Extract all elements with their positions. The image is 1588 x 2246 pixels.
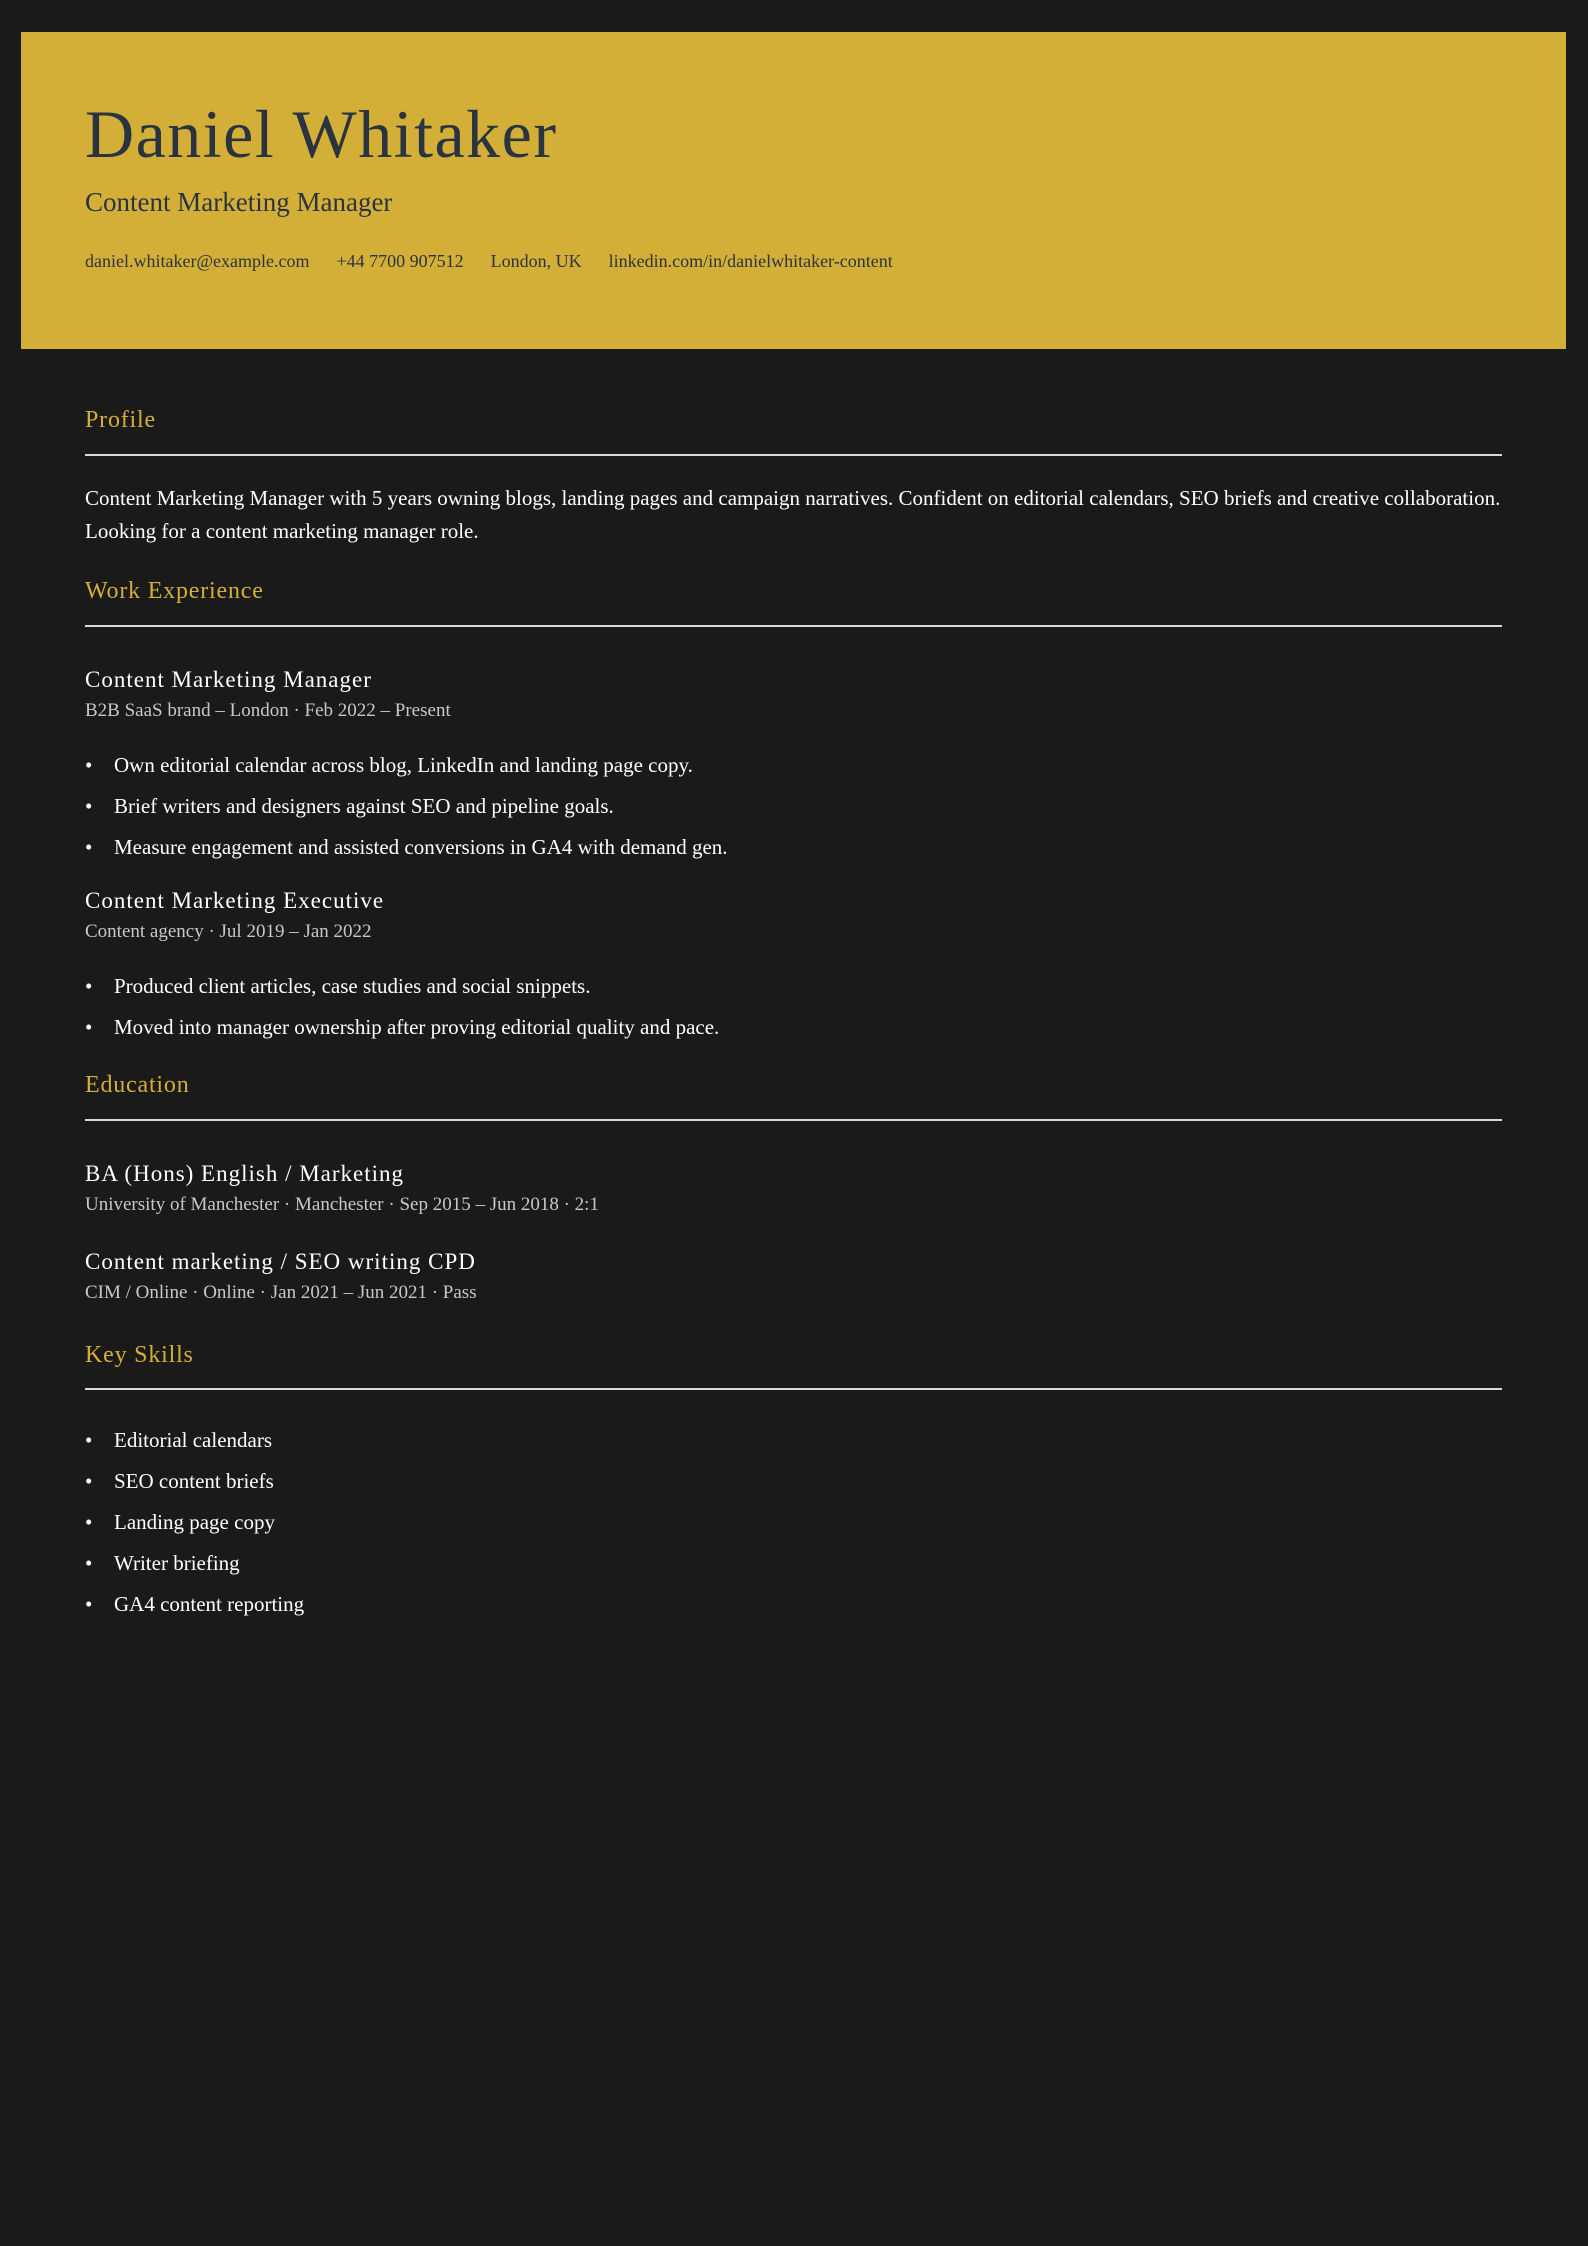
section-title-experience: Work Experience <box>85 578 264 604</box>
section-divider <box>85 1119 1502 1121</box>
list-item: • Writer briefing <box>85 1543 304 1584</box>
education-title: Content marketing / SEO writing CPD <box>85 1249 476 1274</box>
education-meta: CIM / Online · Online · Jan 2021 – Jun 2021 · Pass <box>85 1282 477 1303</box>
list-item: • Moved into manager ownership after proving editorial quality and pace. <box>85 1007 719 1048</box>
list-item: • Own editorial calendar across blog, LinkedIn and landing page copy. <box>85 745 728 786</box>
list-item: • GA4 content reporting <box>85 1584 304 1625</box>
contact-location: London, UK <box>490 251 582 271</box>
section-title-skills: Key Skills <box>85 1342 194 1368</box>
profile-summary: Content Marketing Manager with 5 years owning blogs, landing pages and campaign narratives. Confident on editorial calendars, SEO briefs and creative collaboration. Looking for a content marketing manager role. <box>85 486 1501 543</box>
skills-list <box>85 1420 304 1625</box>
contact-phone[interactable]: +44 7700 907512 <box>336 251 464 271</box>
list-item: • Measure engagement and assisted conversions in GA4 with demand gen. <box>85 827 728 868</box>
list-item: • Produced client articles, case studies and social snippets. <box>85 966 719 1007</box>
education-meta: University of Manchester · Manchester · Sep 2015 – Jun 2018 · 2:1 <box>85 1194 599 1215</box>
job-meta: Content agency · Jul 2019 – Jan 2022 <box>85 921 372 942</box>
candidate-name: Daniel Whitaker <box>85 96 558 172</box>
job-bullets <box>85 745 728 868</box>
education-title: BA (Hons) English / Marketing <box>85 1161 405 1186</box>
list-item: • SEO content briefs <box>85 1461 304 1502</box>
candidate-role: Content Marketing Manager <box>85 187 393 217</box>
resume-header <box>21 32 1566 349</box>
job-title: Content Marketing Manager <box>85 667 372 692</box>
section-divider <box>85 454 1502 456</box>
job-title: Content Marketing Executive <box>85 888 385 913</box>
contact-row <box>85 251 893 272</box>
section-divider <box>85 1388 1502 1390</box>
list-item: • Brief writers and designers against SEO and pipeline goals. <box>85 786 728 827</box>
job-meta: B2B SaaS brand – London · Feb 2022 – Present <box>85 700 451 721</box>
section-divider <box>85 625 1502 627</box>
contact-linkedin[interactable]: linkedin.com/in/danielwhitaker-content <box>608 251 893 271</box>
list-item: • Editorial calendars <box>85 1420 304 1461</box>
list-item: • Landing page copy <box>85 1502 304 1543</box>
section-title-education: Education <box>85 1072 190 1098</box>
job-bullets <box>85 966 719 1048</box>
contact-email[interactable]: daniel.whitaker@example.com <box>85 251 310 271</box>
section-title-profile: Profile <box>85 407 156 433</box>
